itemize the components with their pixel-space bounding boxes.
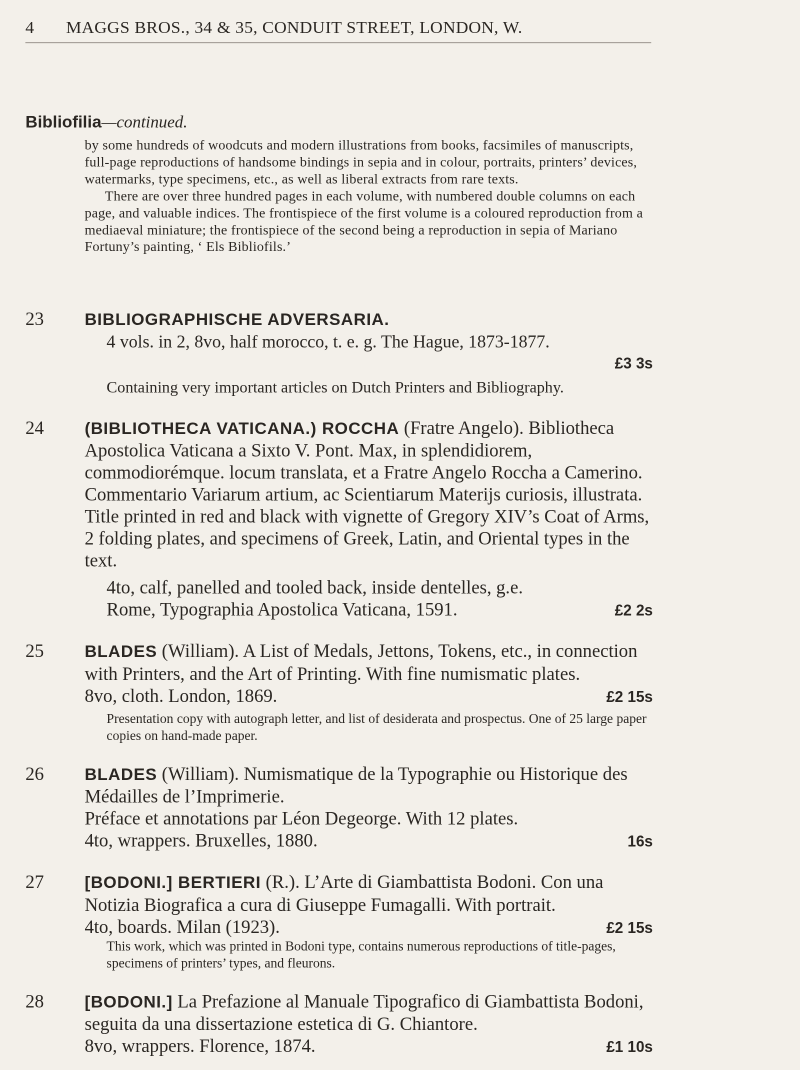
entry-23 (25, 308, 653, 398)
header-rule (25, 42, 651, 43)
entry-heading: BIBLIOGRAPHISCHE ADVERSARIA. (84, 310, 390, 329)
entry-text: (William). A List of Medals, Jettons, Tokens, etc., in connection with Printers, and the Art of Printing. With fine numismatic plates. (84, 640, 638, 685)
entry-number: 24 (25, 416, 44, 439)
intro-block (25, 137, 653, 255)
section-title (25, 113, 187, 132)
entry-heading: [BODONI.] BERTIERI (84, 873, 261, 893)
entry-number: 28 (25, 990, 44, 1012)
entry-note: Presentation copy with autograph letter, and list of desiderata and prospectus. One of 25 large paper copies on hand-made paper. (106, 712, 647, 743)
entry-price: 16s (627, 833, 653, 850)
entry-detail: 8vo, cloth. London, 1869. (84, 685, 278, 707)
intro-paragraph-2: There are over three hundred pages in each volume, with numbered double columns on each page, and valuable indices. The frontispiece of the first volume is a coloured reproduction from a mediaeval miniature; the frontispiece of the second being a reproduction in sepia of Mariano Fortuny’s painting, ‘ Els Bibliofils.’ (84, 187, 644, 255)
entry-note: Containing very important articles on Dutch Printers and Bibliography. (106, 378, 564, 397)
entry-heading: (BIBLIOTHECA VATICANA.) ROCCHA (84, 419, 400, 439)
entry-detail: Préface et annotations par Léon Degeorge. With 12 plates. (84, 807, 519, 829)
entry-25 (25, 640, 653, 744)
entry-24 (25, 417, 653, 622)
entry-heading: BLADES (84, 642, 158, 662)
entry-imprint: Rome, Typographia Apostolica Vaticana, 1591. (106, 598, 458, 620)
entry-detail: 4to, calf, panelled and tooled back, inside dentelles, g.e. (106, 576, 523, 598)
entry-text: La Prefazione al Manuale Tipografico di Giambattista Bodoni, seguita da una dissertazione estetica di G. Chiantore. (84, 990, 644, 1035)
entry-heading: [BODONI.] (84, 992, 173, 1012)
publisher-line: MAGGS BROS., 34 & 35, CONDUIT STREET, LONDON, W. (65, 18, 523, 38)
entry-price: £3 3s (614, 355, 653, 373)
entry-price: £2 15s (606, 688, 653, 706)
entry-heading: BLADES (84, 765, 158, 784)
section-continued: —continued. (101, 113, 188, 132)
entry-26 (25, 763, 653, 853)
entry-price: £2 2s (614, 602, 653, 620)
entry-imprint: 4to, wrappers. Bruxelles, 1880. (84, 829, 318, 851)
entry-number: 25 (25, 640, 44, 662)
section-name: Bibliofilia (25, 113, 102, 132)
entry-price: £1 10s (606, 1038, 653, 1056)
entry-number: 27 (25, 871, 44, 893)
entry-number: 26 (25, 762, 44, 784)
page-number: 4 (25, 18, 35, 38)
entry-text: (R.). L’Arte di Giambattista Bodoni. Con una Notizia Biografica a cura di Giuseppe Fumagalli. With portrait. (84, 871, 604, 916)
entry-detail: 8vo, wrappers. Florence, 1874. (84, 1035, 316, 1057)
page-header (25, 19, 651, 38)
entry-note: This work, which was printed in Bodoni type, contains numerous reproductions of title-pages, specimens of printers’ types, and fleurons. (106, 939, 616, 971)
entry-28 (25, 990, 653, 1058)
entry-text: (William). Numismatique de la Typographie ou Historique des Médailles de l’Imprimerie. (84, 762, 628, 807)
entry-price: £2 15s (606, 919, 653, 937)
entry-27 (25, 871, 653, 972)
entry-number: 23 (25, 307, 44, 329)
entry-detail: 4 vols. in 2, 8vo, half morocco, t. e. g. The Hague, 1873-1877. (106, 331, 550, 352)
intro-paragraph-1: by some hundreds of woodcuts and modern illustrations from books, facsimiles of manuscripts, full-page reproductions of handsome bindings in sepia and in colour, portraits, printers’ devices, watermarks, type specimens, etc., as well as liberal extracts from rare texts. (84, 137, 638, 187)
entry-detail: 4to, boards. Milan (1923). (84, 915, 280, 938)
entry-text: (Fratre Angelo). Bibliotheca Apostolica Vaticana a Sixto V. Pont. Max, in splendidiorem, commodiorémque. locum translata, et a Fratre Angelo Roccha a Camerino. Commentario Variarum artium, ac Scientiarum Materijs curiosis, illustrata. Title printed in red and black with vignette of Gregory XIV’s Coat of Arms, 2 folding plates, and specimens of Greek, Latin, and Oriental types in the text. (84, 416, 650, 571)
